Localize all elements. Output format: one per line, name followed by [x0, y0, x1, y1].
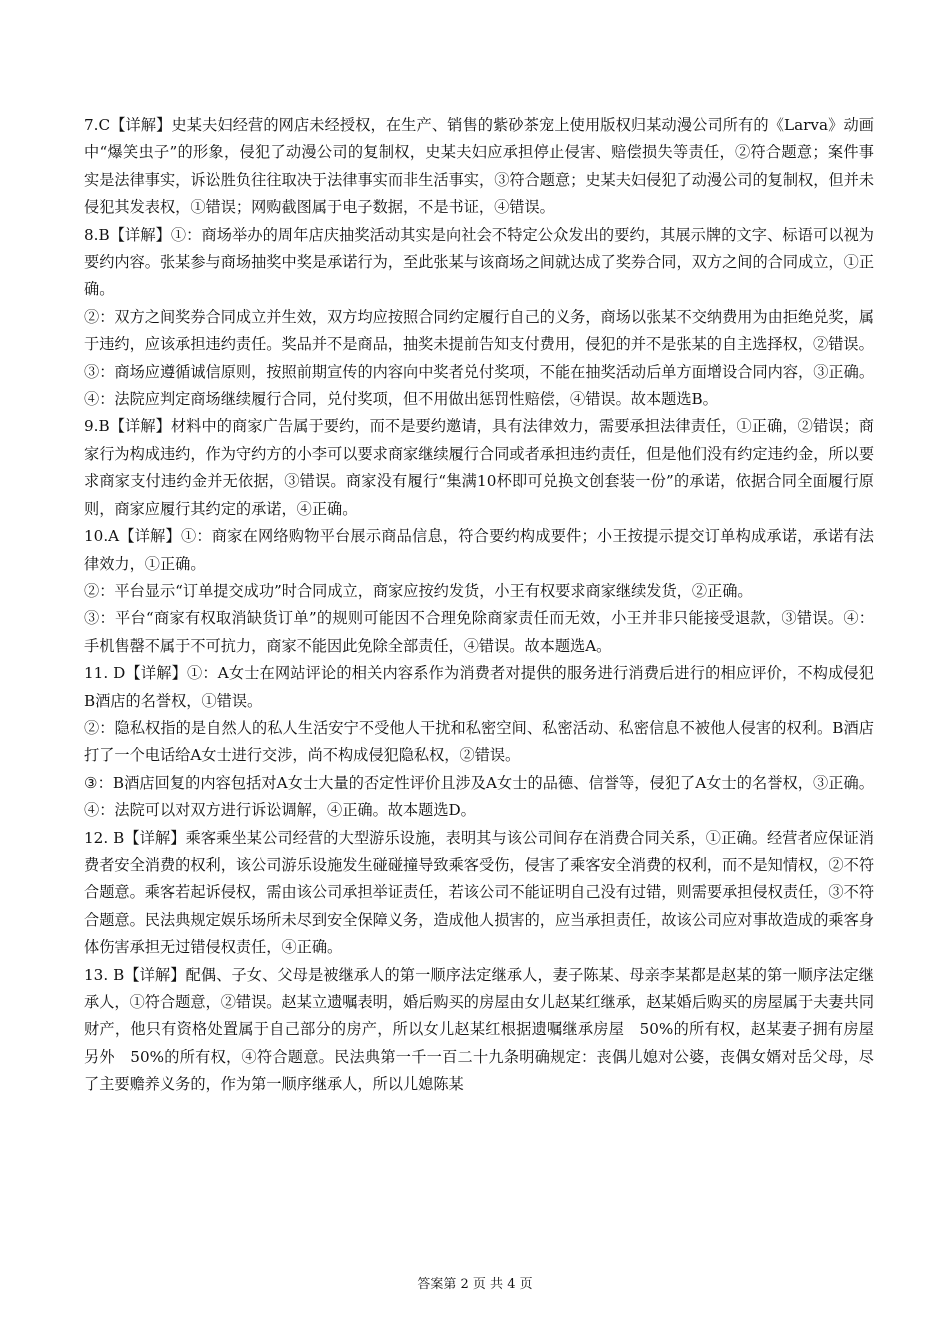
answer-paragraph-q9: 9.B【详解】材料中的商家广告属于要约，而不是要约邀请，具有法律效力，需要承担法律责任，①正确，②错误；商家行为构成违约，作为守约方的小李可以要求商家继续履行合同或者承担违约责任，但是他们没有约定违约金，所以要求商家支付违约金并无依据，③错误。商家没有履行“集满10杯即可兑换文创套装一份”的承诺，依据合同全面履行原则，商家应履行其约定的承诺，④正确。: [84, 417, 874, 518]
answer-paragraph-q11-1: 11. D【详解】①：A女士在网站评论的相关内容系作为消费者对提供的服务进行消费后进行的相应评价，不构成侵犯B酒店的名誉权，①错误。: [84, 664, 874, 710]
page-footer: 答案第 2 页 共 4 页: [417, 1277, 533, 1292]
answer-paragraph-q11-2: ②：隐私权指的是自然人的私人生活安宁不受他人干扰和私密空间、私密活动、私密信息不被他人侵害的权利。B酒店打了一个电话给A女士进行交涉，尚不构成侵犯隐私权，②错误。: [84, 718, 874, 765]
answer-paragraph-q13: 13. B【详解】配偶、子女、父母是被继承人的第一顺序法定继承人，妻子陈某、母亲李某都是赵某的第一顺序法定继承人，①符合题意，②错误。赵某立遗嘱表明，婚后购买的房屋由女儿赵某红继承，赵某婚后购买的房屋属于夫妻共同财产，他只有资格处置属于自己部分的房产，所以女儿赵某红根据遗嘱继承房屋 50%的所有权，赵某妻子拥有房屋另外 50%的所有权，④符合题意。民法典第一千一百二十九条明确规定：丧偶儿媳对公婆，丧偶女婿对岳父母，尽了主要赡养义务的，作为第一顺序继承人，所以儿媳陈某: [84, 965, 874, 1094]
answer-paragraph-q10-2: ②：平台显示“订单提交成功”时合同成立，商家应按约发货，小王有权要求商家继续发货，②正确。: [84, 581, 753, 600]
answer-paragraph-q8-2: ②：双方之间奖券合同成立并生效，双方均应按照合同约定履行自己的义务，商场以张某不交纳费用为由拒绝兑奖，属于违约，应该承担违约责任。奖品并不是商品，抽奖未提前告知支付费用，侵犯的并不是张某的自主选择权，②错误。: [84, 307, 874, 354]
answer-paragraph-q7: 7.C【详解】史某夫妇经营的网店未经授权，在生产、销售的紫砂茶宠上使用版权归某动漫公司所有的《Larva》动画中“爆笑虫子”的形象，侵犯了动漫公司的复制权，史某夫妇应承担停止侵害、赔偿损失等责任，②符合题意；案件事实是法律事实，诉讼胜负往往取决于法律事实而非生活事实，③符合题意；史某夫妇侵犯了动漫公司的复制权，但并未侵犯其发表权，①错误；网购截图属于电子数据，不是书证，④错误。: [84, 116, 874, 217]
answer-paragraph-q8-1: 8.B【详解】①：商场举办的周年店庆抽奖活动其实是向社会不特定公众发出的要约，其展示牌的文字、标语可以视为要约内容。张某参与商场抽奖中奖是承诺行为，至此张某与该商场之间就达成了奖券合同，双方之间的合同成立，①正确。: [84, 225, 874, 299]
answer-page: [84, 112, 874, 1099]
answer-paragraph-q10-1: 10.A【详解】①：商家在网络购物平台展示商品信息，符合要约构成要件；小王按提示提交订单构成承诺，承诺有法律效力，①正确。: [84, 527, 874, 573]
answer-paragraph-q10-3: ③：平台“商家有权取消缺货订单”的规则可能因不合理免除商家责任而无效，小王并非只能接受退款，③错误。④：手机售罄不属于不可抗力，商家不能因此免除全部责任，④错误。故本题选A。: [84, 609, 874, 655]
answer-paragraph-q11-3: ③：B酒店回复的内容包括对A女士大量的否定性评价且涉及A女士的品德、信誉等，侵犯了A女士的名誉权，③正确。④：法院可以对双方进行诉讼调解，④正确。故本题选D。: [84, 773, 874, 820]
answer-paragraph-q12: 12. B【详解】乘客乘坐某公司经营的大型游乐设施，表明其与该公司间存在消费合同关系，①正确。经营者应保证消费者安全消费的权利，该公司游乐设施发生碰碰撞导致乘客受伤，侵害了乘客安全消费的权利，而不是知情权，②不符合题意。乘客若起诉侵权，需由该公司承担举证责任，若该公司不能证明自己没有过错，则需要承担侵权责任，③不符合题意。民法典规定娱乐场所未尽到安全保障义务，造成他人损害的，应当承担责任，故该公司应对事故造成的乘客身体伤害承担无过错侵权责任，④正确。: [84, 828, 874, 957]
answer-paragraph-q8-3: ③：商场应遵循诚信原则，按照前期宣传的内容向中奖者兑付奖项，不能在抽奖活动后单方面增设合同内容，③正确。④：法院应判定商场继续履行合同，兑付奖项，但不用做出惩罚性赔偿，④错误。故本题选B。: [84, 362, 874, 409]
